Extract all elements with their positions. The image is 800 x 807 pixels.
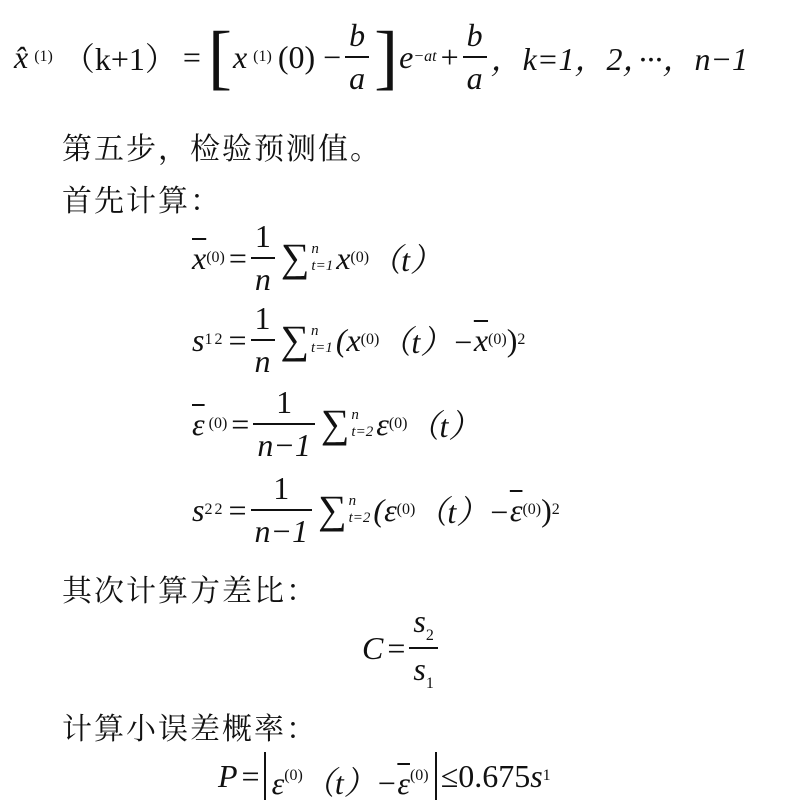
b-over-a-fraction-1 — [345, 17, 369, 97]
equals-sign: = — [228, 491, 247, 528]
fraction-denominator: a — [345, 56, 369, 97]
summation-upper: n — [311, 240, 319, 257]
epsilon-bar-symbol: $\overline{\varepsilon}$ — [397, 765, 410, 801]
one-over-n-fraction — [251, 218, 275, 298]
variance-ratio-text: 其次计算方差比： — [62, 574, 318, 609]
epsilon-argument-minus: （t）− — [415, 494, 510, 530]
summation-limits — [311, 241, 333, 276]
epsilon-bar-superscript: (0) — [208, 415, 228, 432]
s-symbol: s — [413, 651, 426, 687]
square-superscript: 2 — [517, 331, 526, 348]
fraction-numerator: b — [349, 17, 366, 53]
exp-power: −at — [413, 48, 437, 65]
s-superscript: 2 — [214, 331, 223, 348]
s-superscript: 2 — [214, 501, 223, 518]
x-bar-symbol: $\overline{x}$ — [192, 239, 207, 276]
s-subscript: 2 — [204, 501, 213, 518]
epsilon-superscript: (0) — [388, 415, 408, 432]
s-symbol: s — [192, 491, 205, 528]
fraction-numerator: 1 — [273, 470, 290, 506]
square-superscript: 2 — [551, 501, 560, 518]
c-symbol: C — [362, 629, 384, 666]
epsilon-bar-symbol: $\overline{\varepsilon}$ — [509, 491, 523, 528]
summation-lower: t=2 — [348, 510, 371, 526]
left-bracket: [ — [207, 17, 232, 97]
inner-x-superscript: (1) — [253, 48, 272, 65]
small-error-probability-text: 计算小误差概率： — [62, 712, 318, 747]
x-superscript: (0) — [350, 249, 370, 266]
epsilon-superscript: (0) — [284, 767, 303, 784]
fraction-numerator: 1 — [254, 218, 271, 254]
absolute-value — [264, 752, 437, 800]
leq-threshold: ≤0.675 — [440, 757, 531, 794]
fraction-numerator: 1 — [276, 384, 293, 420]
formula-s1-squared — [192, 300, 525, 380]
fraction-numerator: 1 — [254, 300, 271, 336]
epsilon-bar-superscript: (0) — [522, 501, 542, 518]
x-argument-minus: （t）− — [379, 324, 474, 360]
summation-symbol: ∑ — [280, 235, 310, 280]
x-argument: （t） — [369, 242, 442, 278]
b-over-a-fraction-2 — [463, 17, 487, 97]
summation-symbol: ∑ — [280, 317, 310, 362]
epsilon-bar-superscript: (0) — [409, 767, 429, 784]
summation-limits — [349, 493, 371, 528]
one-over-n-minus-1-fraction — [251, 470, 313, 550]
x-superscript: (0) — [360, 331, 380, 348]
fraction-numerator — [409, 603, 437, 647]
summation-upper: n — [351, 406, 359, 423]
fraction-denominator: n−1 — [253, 423, 315, 464]
s-subscript: 2 — [425, 627, 434, 644]
formula-mean-x — [192, 218, 442, 298]
equals-sign: = — [231, 405, 250, 442]
close-paren: ) — [506, 321, 518, 358]
s2-over-s1-fraction — [409, 603, 437, 693]
formula-prediction — [14, 12, 748, 102]
s-subscript: 1 — [204, 331, 213, 348]
x-bar-symbol: $\overline{x}$ — [473, 321, 489, 358]
s-subscript: 1 — [542, 767, 551, 784]
first-compute-text: 首先计算： — [62, 184, 222, 219]
x-bar-superscript: (0) — [488, 331, 507, 348]
right-bracket: ] — [374, 17, 399, 97]
fraction-denominator — [409, 647, 437, 693]
inner-argument: (0) − — [277, 38, 342, 75]
equals-sign: = — [228, 239, 247, 276]
s-subscript: 1 — [425, 675, 434, 692]
formula-s2-squared — [192, 468, 560, 552]
formula-c — [362, 603, 442, 692]
x-hat-argument: （k+1） — [62, 41, 177, 77]
summation-lower: t=1 — [311, 340, 333, 356]
x-symbol: x — [336, 239, 351, 276]
x-hat-superscript: (1) — [34, 48, 53, 65]
epsilon-symbol: ε — [271, 765, 285, 801]
plus-sign: + — [440, 38, 459, 75]
open-paren-epsilon: (ε — [373, 491, 397, 528]
summation-lower: t=2 — [351, 424, 374, 440]
s-symbol: s — [192, 321, 205, 358]
epsilon-symbol: ε — [376, 405, 389, 442]
epsilon-bar-symbol: $\overline{\varepsilon}$ — [192, 405, 205, 442]
summation-symbol: ∑ — [320, 401, 350, 446]
equals-sign: = — [387, 629, 406, 666]
fraction-numerator: b — [466, 17, 483, 53]
p-symbol: P — [218, 757, 238, 794]
exp-base: e — [399, 38, 414, 75]
summation-limits — [351, 407, 373, 442]
k-range: ，k=1，2，···，n−1 — [490, 41, 749, 77]
step5-text: 第五步，检验预测值。 — [62, 132, 382, 167]
epsilon-superscript: (0) — [396, 501, 416, 518]
fraction-denominator: a — [463, 56, 487, 97]
summation-limits — [311, 323, 333, 358]
fraction-denominator: n — [251, 257, 275, 298]
fraction-denominator: n−1 — [251, 509, 313, 550]
x-bar-superscript: (0) — [206, 249, 225, 266]
summation-upper: n — [311, 322, 319, 339]
one-over-n-fraction — [251, 300, 275, 380]
summation-lower: t=1 — [311, 258, 334, 274]
one-over-n-minus-1-fraction — [253, 384, 315, 464]
x-hat-symbol: x̂ — [14, 38, 29, 75]
epsilon-argument-minus: （t）− — [302, 765, 398, 801]
inner-x-symbol: x — [232, 38, 248, 75]
equals-sign: = — [228, 321, 247, 358]
epsilon-argument: （t） — [407, 408, 481, 444]
s-symbol: s — [413, 603, 426, 639]
summation-symbol: ∑ — [318, 487, 347, 532]
fraction-denominator: n — [251, 339, 275, 380]
summation-upper: n — [348, 492, 357, 509]
close-paren: ) — [541, 491, 552, 528]
formula-mean-epsilon — [192, 382, 480, 466]
formula-p — [218, 748, 551, 804]
open-paren-x: (x — [335, 321, 361, 358]
equals-sign: = — [241, 757, 260, 794]
s-symbol: s — [530, 757, 543, 794]
equals-sign: = — [182, 38, 201, 75]
